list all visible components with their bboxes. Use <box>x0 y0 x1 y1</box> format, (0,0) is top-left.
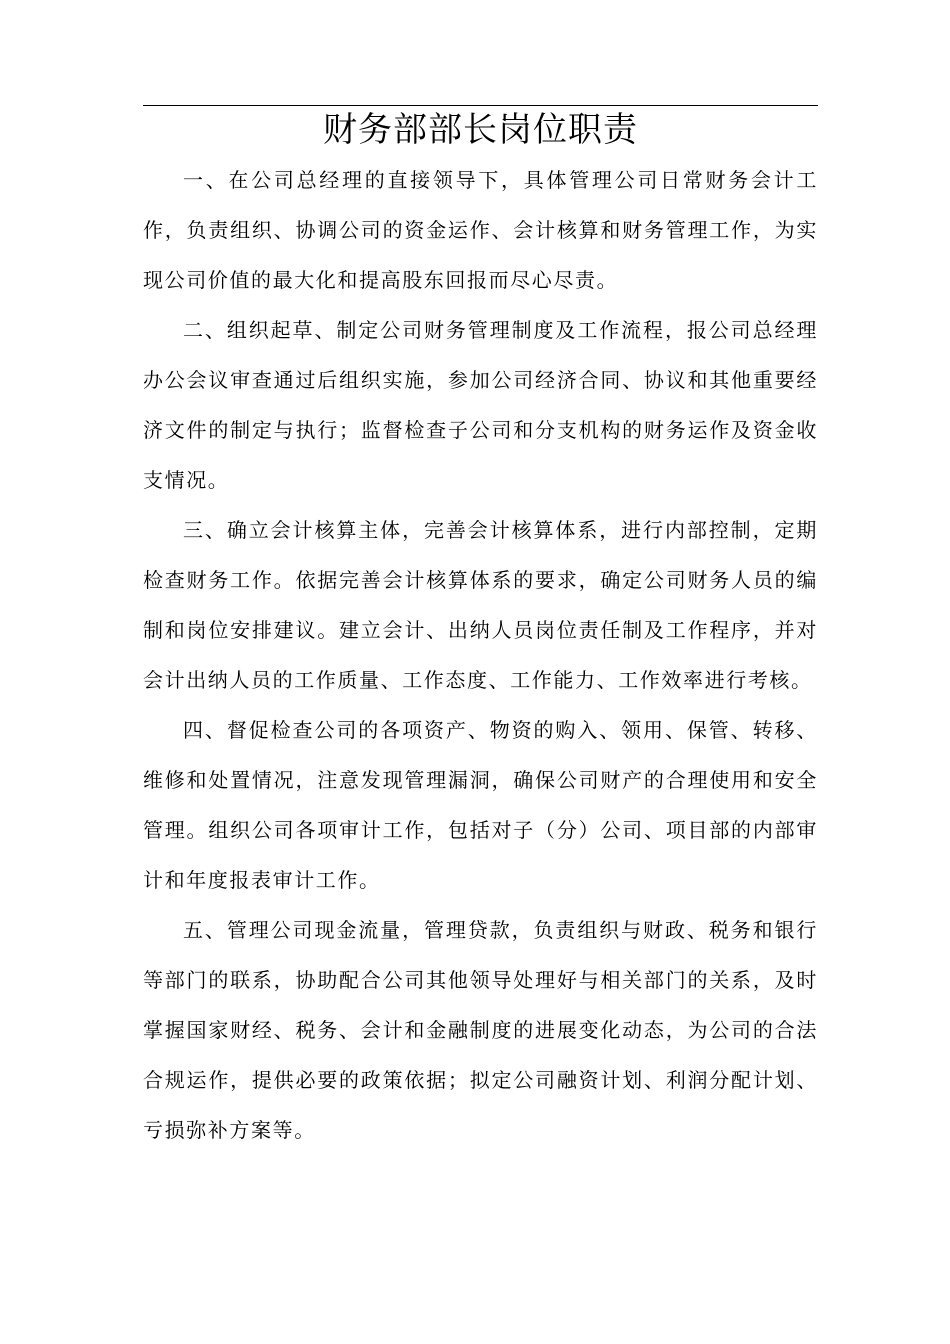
document-body <box>143 155 818 1155</box>
paragraph-3: 三、确立会计核算主体，完善会计核算体系，进行内部控制，定期检查财务工作。依据完善会计核算体系的要求，确定公司财务人员的编制和岗位安排建议。建立会计、出纳人员岗位责任制及工作程序，并对会计出纳人员的工作质量、工作态度、工作能力、工作效率进行考核。 <box>143 518 818 692</box>
paragraph-1: 一、在公司总经理的直接领导下，具体管理公司日常财务会计工作，负责组织、协调公司的资金运作、会计核算和财务管理工作，为实现公司价值的最大化和提高股东回报而尽心尽责。 <box>143 168 818 292</box>
document-title: 财务部部长岗位职责 <box>323 110 638 150</box>
paragraph-5: 五、管理公司现金流量，管理贷款，负责组织与财政、税务和银行等部门的联系，协助配合公司其他领导处理好与相关部门的关系，及时掌握国家财经、税务、会计和金融制度的进展变化动态，为公司的合法合规运作，提供必要的政策依据；拟定公司融资计划、利润分配计划、亏损弥补方案等。 <box>143 918 818 1142</box>
paragraph-4: 四、督促检查公司的各项资产、物资的购入、领用、保管、转移、维修和处置情况，注意发现管理漏洞，确保公司财产的合理使用和安全管理。组织公司各项审计工作，包括对子（分）公司、项目部的内部审计和年度报表审计工作。 <box>143 718 818 892</box>
paragraph-2: 二、组织起草、制定公司财务管理制度及工作流程，报公司总经理办公会议审查通过后组织实施，参加公司经济合同、协议和其他重要经济文件的制定与执行；监督检查子公司和分支机构的财务运作及资金收支情况。 <box>143 318 818 492</box>
